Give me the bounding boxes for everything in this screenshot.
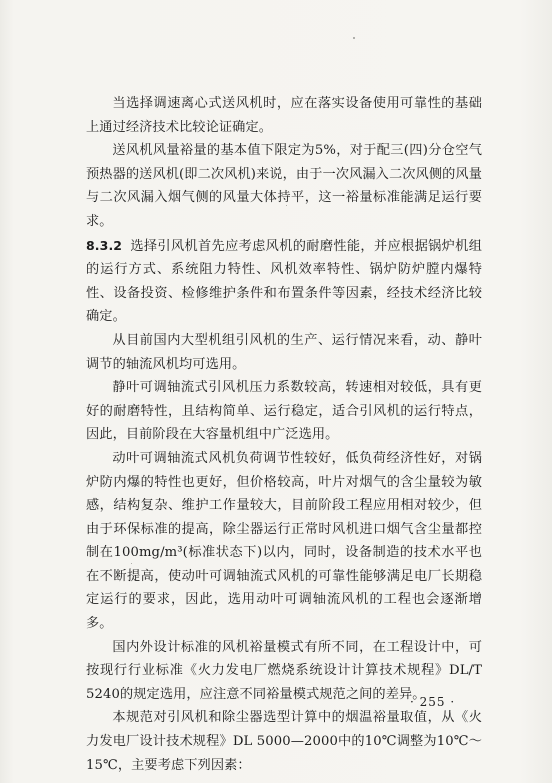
paragraph: 送风机风量裕量的基本值下限定为5%，对于配三(四)分仓空气预热器的送风机(即二次风机)来说，由于一次风漏入二次风侧的风量与二次风漏入烟气侧的风量大体持平，这一裕量标准能满足运行要求。: [86, 143, 482, 229]
paragraph: 当选择调速离心式送风机时，应在落实设备使用可靠性的基础上通过经济技术比较论证确定。: [86, 96, 482, 135]
body-text: [86, 92, 482, 777]
paragraph: 从目前国内大型机组引风机的生产、运行情况来看，动、静叶调节的轴流风机均可选用。: [86, 332, 482, 372]
clause-number: 8.3.2: [86, 237, 123, 253]
clause-paragraph: [86, 234, 482, 329]
paragraph: 动叶可调轴流式风机负荷调节性较好，低负荷经济性好，对锅炉防内爆的特性也更好，但价格较高，叶片对烟气的含尘量较为敏感，结构复杂、维护工作量较大，目前阶段工程应用相对较少，但由于环保标准的提高，除尘器运行正常时风机进口烟气含尘量都控制在100mg/m³(标准状态下)以内，同时，设备制造的技术水平也在不断提高，使动叶可调轴流式风机的可靠性能够满足电厂长期稳定运行的要求，因此，选用动叶可调轴流风机的工程也会逐渐增多。: [86, 450, 482, 632]
page-number: · 255 ·: [410, 695, 456, 709]
clause-text: 选择引风机首先应考虑风机的耐磨性能，并应根据锅炉机组的运行方式、系统阻力特性、风机效率特性、锅炉防炉膛内爆特性、设备投资、检修维护条件和布置条件等因素，经技术经济比较确定。: [86, 238, 482, 325]
paragraph: 静叶可调轴流式引风机压力系数较高，转速相对较低，具有更好的耐磨特性，且结构简单、运行稳定，适合引风机的运行特点，因此，目前阶段在大容量机组中广泛选用。: [86, 380, 482, 443]
scan-speck: [353, 37, 355, 39]
paragraph: 国内外设计标准的风机裕量模式有所不同，在工程设计中，可按现行行业标准《火力发电厂燃烧系统设计计算技术规程》DL/T 5240的规定选用，应注意不同裕量模式规范之间的差异。: [86, 639, 482, 702]
paragraph: 本规范对引风机和除尘器选型计算中的烟温裕量取值，从《火力发电厂设计技术规程》DL 5000—2000中的10℃调整为10℃～15℃，主要考虑下列因素：: [86, 710, 482, 773]
